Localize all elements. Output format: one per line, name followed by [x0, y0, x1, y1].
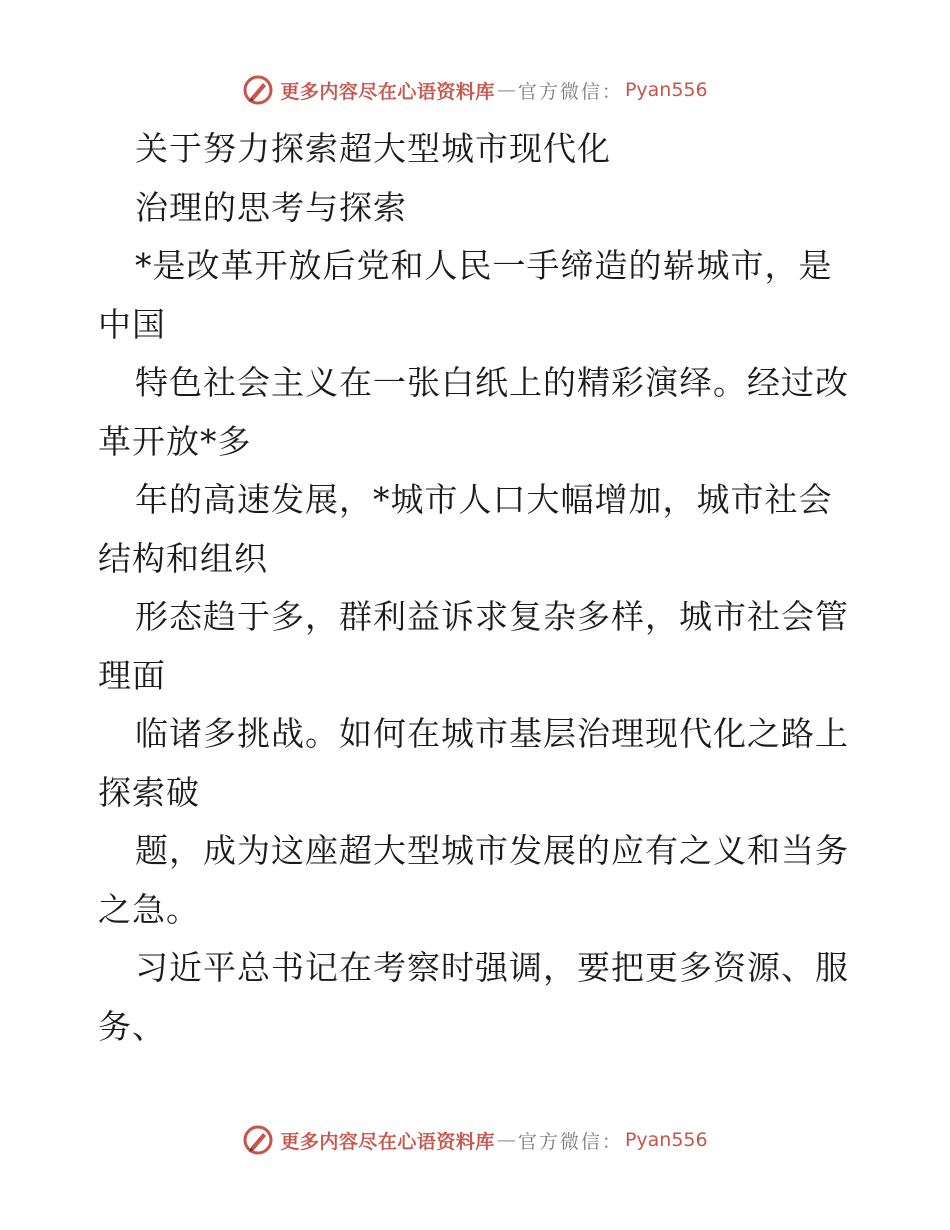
text-line: 理面: [98, 655, 166, 695]
pen-logo-icon: [242, 74, 274, 106]
footer-banner: [0, 1122, 950, 1158]
text-line: 革开放*多: [98, 421, 252, 461]
text-line: 年的高速发展，*城市人口大幅增加，城市社会: [135, 480, 833, 519]
promo-text: 更多内容尽在心语资料库: [280, 80, 495, 103]
text-line: 治理的思考与探索: [135, 187, 407, 227]
official-wechat-label: 官方微信：: [517, 80, 623, 103]
pen-logo-icon: [242, 1124, 274, 1156]
official-wechat-label: 官方微信：: [517, 1130, 623, 1153]
text-line: 关于努力探索超大型城市现代化: [135, 129, 611, 168]
text-line: 中国: [98, 304, 166, 344]
text-line: 之急。: [98, 889, 200, 929]
text-line: 习近平总书记在考察时强调，要把更多资源、服: [135, 948, 849, 987]
text-line: 结构和组织: [98, 538, 268, 578]
text-line: 题，成为这座超大型城市发展的应有之义和当务: [135, 831, 849, 870]
text-line: 务、: [98, 1006, 166, 1046]
wechat-handle: Pyan556: [624, 79, 708, 101]
text-line: 形态趋于多，群利益诉求复杂多样，城市社会管: [135, 597, 849, 636]
banner-dash: —: [496, 1129, 516, 1151]
text-line: 探索破: [98, 772, 200, 812]
text-line: *是改革开放后党和人民一手缔造的崭城市，是: [135, 246, 833, 285]
wechat-handle: Pyan556: [624, 1129, 708, 1151]
header-banner: [0, 72, 950, 108]
document-body: [98, 120, 858, 1056]
text-line: 特色社会主义在一张白纸上的精彩演绎。经过改: [135, 363, 849, 402]
banner-dash: —: [496, 79, 516, 101]
promo-text: 更多内容尽在心语资料库: [280, 1130, 495, 1153]
text-line: 临诸多挑战。如何在城市基层治理现代化之路上: [135, 714, 849, 753]
